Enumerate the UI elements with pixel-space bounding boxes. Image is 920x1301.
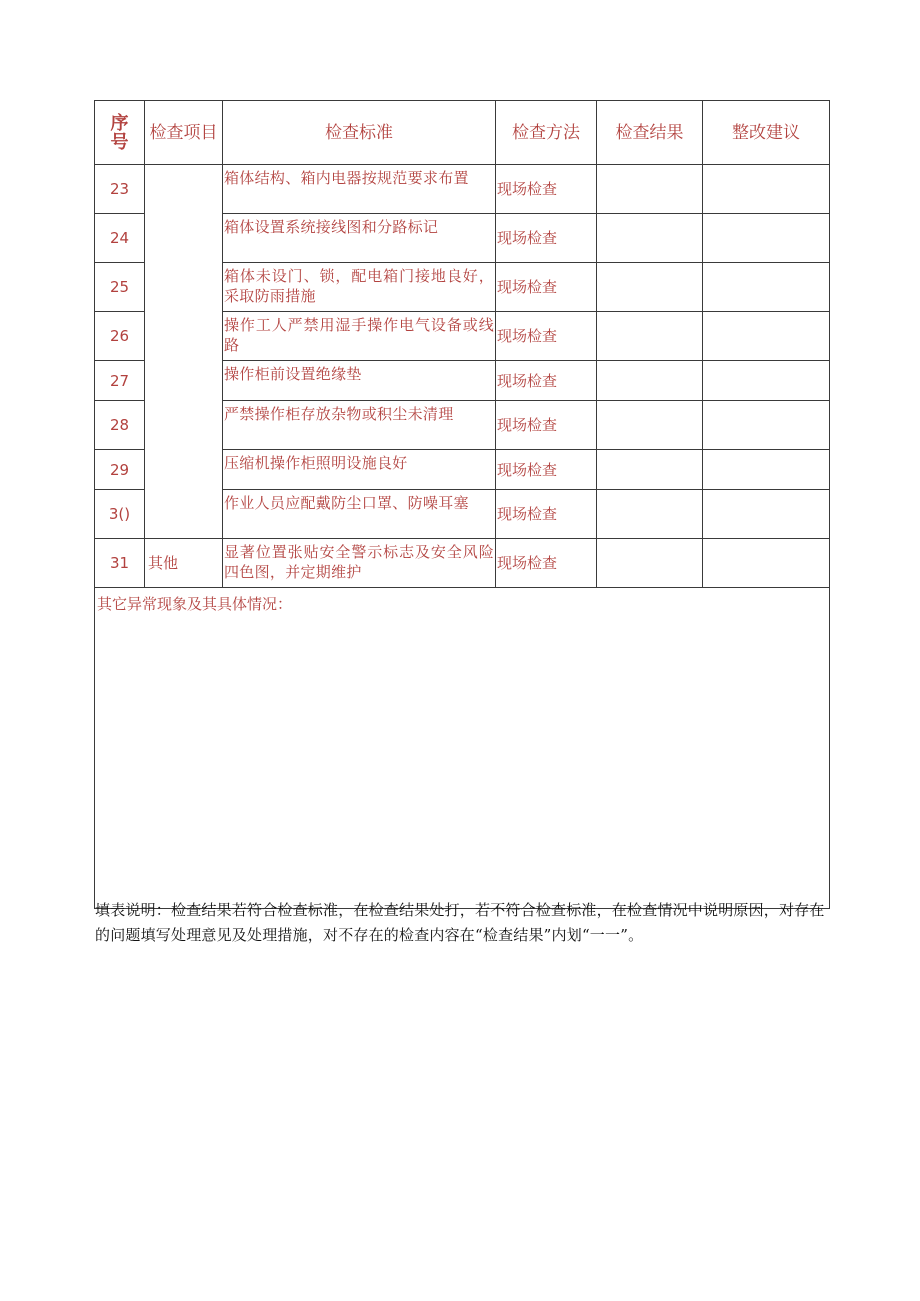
result-cell[interactable] [597, 361, 703, 401]
result-cell[interactable] [597, 165, 703, 214]
row-standard: 箱体结构、箱内电器按规范要求布置 [223, 165, 496, 214]
row-method: 现场检查 [496, 450, 597, 490]
row-standard: 显著位置张贴安全警示标志及安全风险四色图，并定期维护 [223, 539, 496, 588]
remarks-row [95, 588, 830, 909]
suggestion-cell[interactable] [703, 401, 830, 450]
row-standard: 作业人员应配戴防尘口罩、防噪耳塞 [223, 490, 496, 539]
header-result: 检查结果 [597, 101, 703, 165]
suggestion-cell[interactable] [703, 450, 830, 490]
row-standard: 压缩机操作柜照明设施良好 [223, 450, 496, 490]
row-number: 26 [95, 312, 145, 361]
footer-note: 填表说明：检查结果若符合检查标准，在检查结果处打，若不符合检查标准，在检查情况中说明原因，对存在的问题填写处理意见及处理措施，对不存在的检查内容在“检查结果”内划“一一”。 [95, 901, 825, 944]
result-cell[interactable] [597, 263, 703, 312]
suggestion-cell[interactable] [703, 490, 830, 539]
row-method: 现场检查 [496, 401, 597, 450]
row-number: 3() [95, 490, 145, 539]
header-row [95, 101, 830, 165]
row-number: 23 [95, 165, 145, 214]
row-method: 现场检查 [496, 490, 597, 539]
row-item: 其他 [145, 539, 223, 588]
header-seq: 序 号 [95, 101, 145, 165]
suggestion-cell[interactable] [703, 214, 830, 263]
table-row [95, 539, 830, 588]
remarks-field[interactable] [95, 588, 830, 909]
row-number: 24 [95, 214, 145, 263]
row-standard: 箱体未设门、锁，配电箱门接地良好，采取防雨措施 [223, 263, 496, 312]
inspection-table [94, 100, 830, 909]
row-number: 31 [95, 539, 145, 588]
result-cell[interactable] [597, 214, 703, 263]
row-method: 现场检查 [496, 361, 597, 401]
header-method: 检查方法 [496, 101, 597, 165]
suggestion-cell[interactable] [703, 312, 830, 361]
row-method: 现场检查 [496, 312, 597, 361]
remarks-label: 其它异常现象及其具体情况： [97, 595, 293, 613]
result-cell[interactable] [597, 490, 703, 539]
header-suggestion: 整改建议 [703, 101, 830, 165]
row-number: 25 [95, 263, 145, 312]
row-number: 29 [95, 450, 145, 490]
header-item: 检查项目 [145, 101, 223, 165]
result-cell[interactable] [597, 539, 703, 588]
row-method: 现场检查 [496, 165, 597, 214]
row-standard: 箱体设置系统接线图和分路标记 [223, 214, 496, 263]
row-standard: 操作柜前设置绝缘垫 [223, 361, 496, 401]
item-cell-empty [145, 165, 223, 539]
row-method: 现场检查 [496, 214, 597, 263]
row-number: 28 [95, 401, 145, 450]
row-standard: 操作工人严禁用湿手操作电气设备或线路 [223, 312, 496, 361]
row-method: 现场检查 [496, 539, 597, 588]
row-standard: 严禁操作柜存放杂物或积尘未清理 [223, 401, 496, 450]
result-cell[interactable] [597, 401, 703, 450]
header-standard: 检查标准 [223, 101, 496, 165]
suggestion-cell[interactable] [703, 165, 830, 214]
result-cell[interactable] [597, 450, 703, 490]
suggestion-cell[interactable] [703, 539, 830, 588]
row-method: 现场检查 [496, 263, 597, 312]
result-cell[interactable] [597, 312, 703, 361]
suggestion-cell[interactable] [703, 263, 830, 312]
table-row [95, 165, 830, 214]
suggestion-cell[interactable] [703, 361, 830, 401]
row-number: 27 [95, 361, 145, 401]
